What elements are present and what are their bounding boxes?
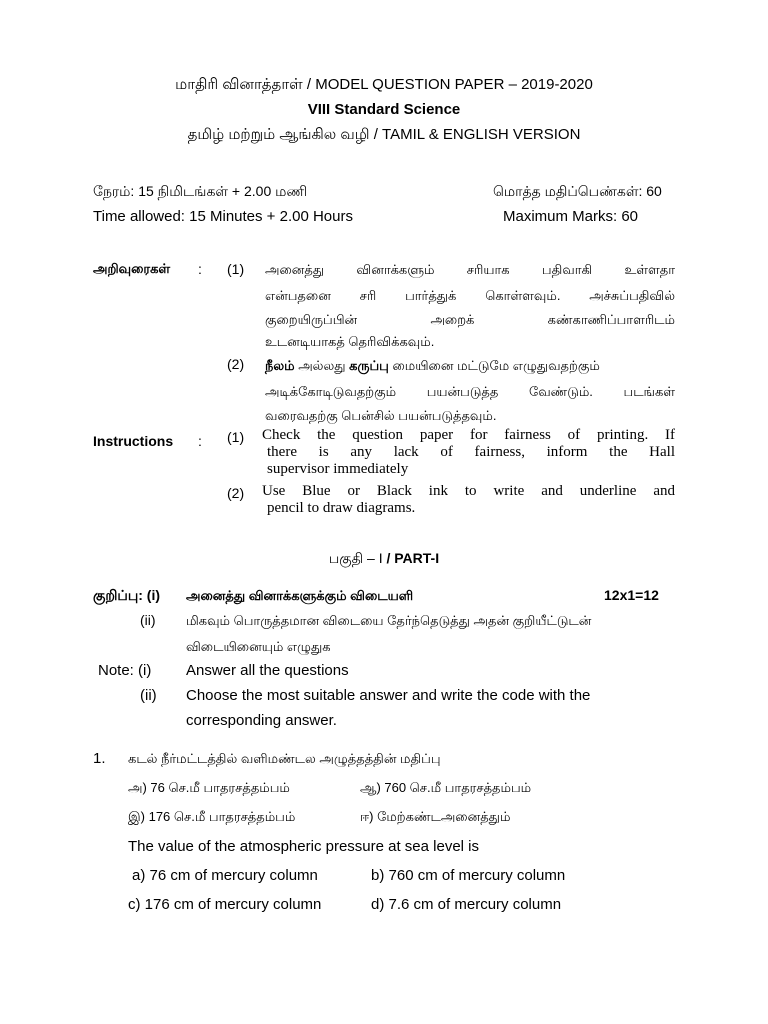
max-marks-en: Maximum Marks: 60 [503,208,639,225]
first-line-rest: மையினை மட்டுமே எழுதுவதற்கும் [388,358,600,373]
note-en-1: Answer all the questions [186,662,349,679]
instruction-en-1-line: there is any lack of fairness, inform the Hall [267,444,675,460]
ink-black-word: கருப்பு [349,358,389,373]
time-allowed-en: Time allowed: 15 Minutes + 2.00 Hours [93,208,353,225]
question-number: 1. [93,750,106,767]
note-ta-1: அனைத்து வினாக்களுக்கும் விடையளி [186,588,414,603]
question-text-en: The value of the atmospheric pressure at sea level is [128,838,480,855]
note-ta-2-line: விடையினையும் எழுதுக [186,639,331,654]
option-en-c: c) 176 cm of mercury column [128,896,322,913]
option-en-b: b) 760 cm of mercury column [371,867,566,884]
part-heading-ta: பகுதி – I [328,550,383,566]
note-ta-2-line: மிகவும் பொருத்தமான விடையை தேர்ந்தெடுத்து அதன் குறியீட்டுடன் [186,613,592,628]
instruction-ta-2-line: அடிக்கோடிடுவதற்கும் பயன்படுத்த வேண்டும். படங்கள் [265,384,675,399]
instructions-en-label: Instructions [93,433,174,449]
header-version: தமிழ் மற்றும் ஆங்கில வழி / TAMIL & ENGLISH VERSION [187,126,581,143]
header-standard: VIII Standard Science [307,101,461,118]
ink-blue-word: நீலம் [265,358,295,373]
option-ta-d: ஈ) மேற்கண்டஅனைத்தும் [360,809,511,824]
instruction-ta-1-line: உடனடியாகத் தெரிவிக்கவும். [265,334,435,349]
note-en-label: Note: (i) [98,662,152,679]
instruction-en-1-line: Check the question paper for fairness of printing. If [262,427,675,443]
instruction-ta-1-num: (1) [227,261,245,277]
instruction-ta-1-line: குறையிருப்பின் அறைக் கண்காணிப்பாளரிடம் [265,312,675,327]
time-allowed-ta: நேரம்: 15 நிமிடங்கள் + 2.00 மணி [93,183,308,199]
instructions-ta-label: அறிவுரைகள் [93,261,171,276]
note-en-2-line: Choose the most suitable answer and write the code with the [186,687,591,704]
instruction-en-2-line: Use Blue or Black ink to write and underline and [262,483,675,499]
instruction-ta-2-num: (2) [227,356,245,372]
option-ta-b: ஆ) 760 செ.மீ பாதரசத்தம்பம் [360,780,532,795]
question-text-ta: கடல் நீர்மட்டத்தில் வளிமண்டல அழுத்தத்தின் மதிப்பு [128,751,441,766]
instructions-ta-colon: : [198,261,202,277]
instruction-en-1-line: supervisor immediately [267,461,409,477]
part-heading-en: / PART-I [382,550,440,566]
option-en-d: d) 7.6 cm of mercury column [371,896,562,913]
option-en-a: a) 76 cm of mercury column [132,867,318,884]
or-word: அல்லது [294,358,350,373]
note-ta-2-num: (ii) [140,612,156,628]
note-en-2-line: corresponding answer. [186,712,337,729]
max-marks-ta: மொத்த மதிப்பெண்கள்: 60 [493,183,662,199]
option-ta-c: இ) 176 செ.மீ பாதரசத்தம்பம் [128,809,296,824]
instruction-ta-1-line: அனைத்து வினாக்களும் சரியாக பதிவாகி உள்ளதா [265,262,675,277]
marks-allocation: 12x1=12 [604,587,659,603]
part-heading [0,550,768,569]
option-ta-a: அ) 76 செ.மீ பாதரசத்தம்பம் [128,780,290,795]
instruction-en-1-num: (1) [227,429,245,445]
header-title: மாதிரி வினாத்தாள் / MODEL QUESTION PAPER – 2019-2020 [175,76,593,93]
note-ta-label: குறிப்பு: (i) [93,587,161,603]
instruction-en-2-line: pencil to draw diagrams. [267,500,416,516]
instruction-ta-2-line: வரைவதற்கு பென்சில் பயன்படுத்தவும். [265,408,497,423]
instructions-en-colon: : [198,433,202,449]
instruction-en-2-num: (2) [227,485,245,501]
note-en-2-num: (ii) [140,687,157,704]
instruction-ta-2-first-line [265,358,600,375]
instruction-ta-1-line: என்பதனை சரி பார்த்துக் கொள்ளவும். அச்சுப்பதிவில் [265,288,675,303]
